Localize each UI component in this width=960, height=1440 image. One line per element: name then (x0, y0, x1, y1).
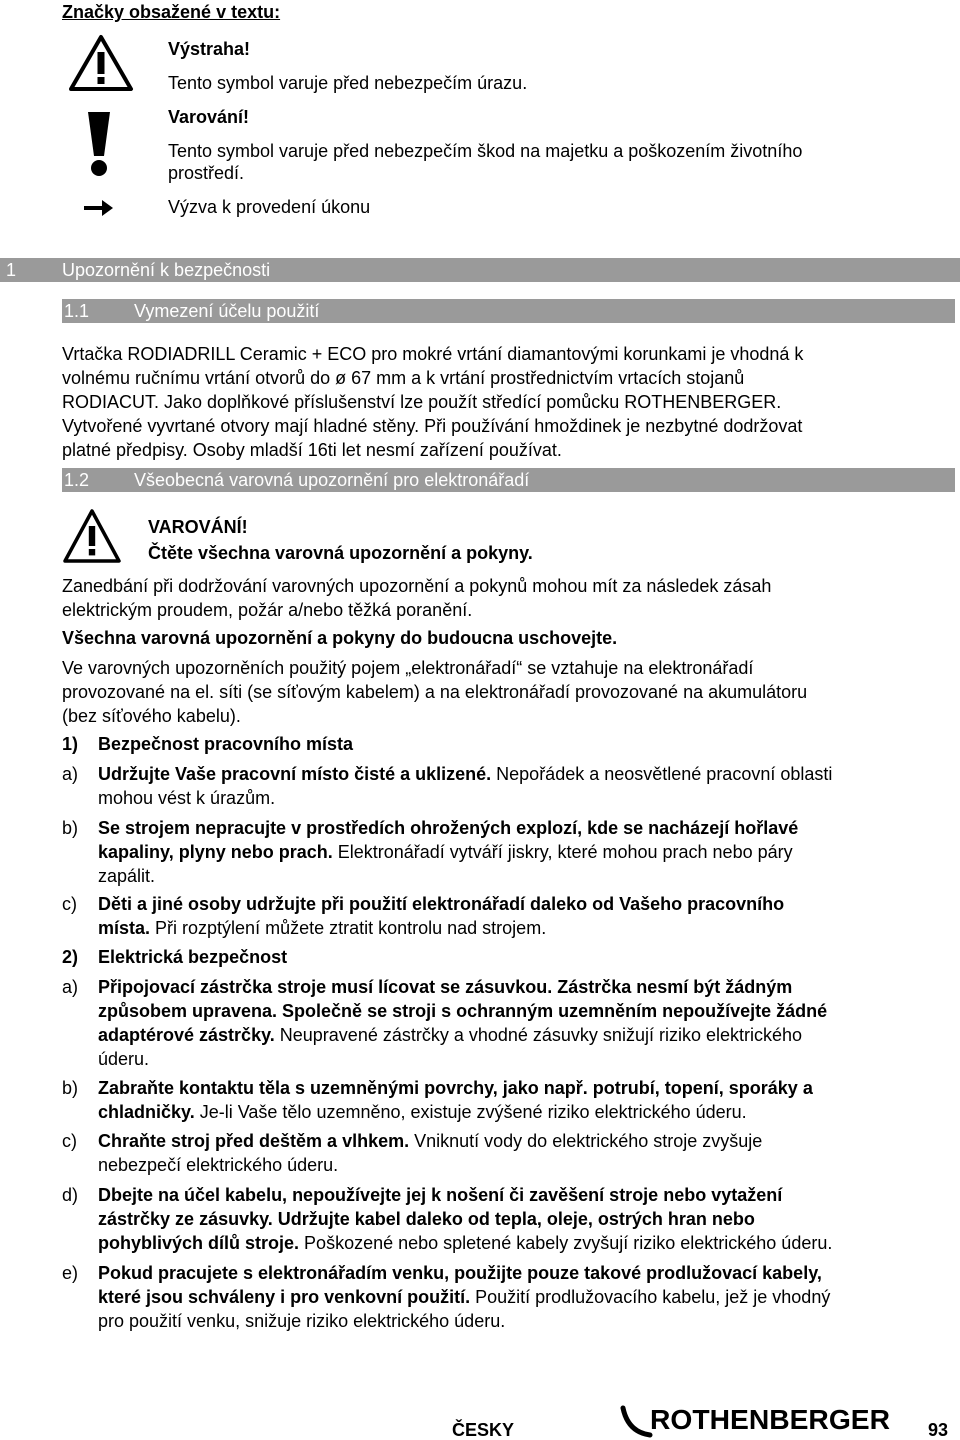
text-line: (bez síťového kabelu). (62, 706, 241, 726)
item-label: c) (62, 1131, 77, 1151)
section-1-2-bar (62, 468, 955, 492)
section-label: 1) (62, 734, 79, 754)
caution-text-2: prostředí. (168, 163, 245, 183)
list-item (62, 975, 942, 1071)
text-line: Vrtačka RODIADRILL Ceramic + ECO pro mokré vrtání diamantovými korunkami je vhodná k (62, 344, 804, 364)
item-text: Je-li Vaše tělo uzemněno, existuje zvýšené riziko elektrického úderu. (194, 1102, 747, 1122)
text-line: elektrickým proudem, požár a/nebo těžká poranění. (62, 600, 473, 620)
item-bold-text: Se strojem nepracujte v prostředích ohrožených explozí, kde se nacházejí hořlavé (98, 818, 799, 838)
item-text: Nepořádek a neosvětlené pracovní oblasti (491, 764, 833, 784)
item-label: d) (62, 1185, 79, 1205)
item-bold-text: místa. (98, 918, 151, 938)
section-1-1-number: 1.1 (64, 301, 90, 321)
item-bold-text: pohyblivých dílů stroje. (98, 1233, 300, 1253)
item-text: Neupravené zástrčky a vhodné zásuvky snižují riziko elektrického (274, 1025, 803, 1045)
footer-language: ČESKY (452, 1420, 515, 1440)
item-bold-text: Chraňte stroj před deštěm a vlhkem. (98, 1131, 410, 1151)
item-text: mohou vést k úrazům. (98, 788, 276, 808)
item-text: Použití prodlužovacího kabelu, jež je vhodný (470, 1287, 831, 1307)
text-line: platné předpisy. Osoby mladší 16ti let nesmí zařízení používat. (62, 440, 562, 460)
item-bold-text: Děti a jiné osoby udržujte při použití elektronářadí daleko od Vašeho pracovního (98, 894, 785, 914)
arrow-right-icon (84, 198, 114, 218)
item-text: nebezpečí elektrického úderu. (98, 1155, 339, 1175)
list-item (62, 816, 942, 888)
item-text: Poškozené nebo spletené kabely zvyšují riziko elektrického úderu. (299, 1233, 833, 1253)
item-text: Elektronářadí vytváří jiskry, které mohou prach nebo páry (332, 842, 793, 862)
item-label: b) (62, 1078, 79, 1098)
section-label: 2) (62, 947, 79, 967)
text-line: Zanedbání při dodržování varovných upozornění a pokynů mohou mít za následek zásah (62, 576, 772, 596)
warning-title: Výstraha! (168, 39, 251, 59)
list-item (62, 1261, 942, 1333)
warning-subheading: Čtěte všechna varovná upozornění a pokyny. (148, 543, 533, 563)
item-bold-text: chladničky. (98, 1102, 195, 1122)
item-bold-text: Dbejte na účel kabelu, nepoužívejte jej k nošení či zavěšení stroje nebo vytažení (98, 1185, 783, 1205)
warning-paragraph-1 (62, 574, 942, 622)
warning-paragraph-3 (62, 656, 942, 728)
item-label: a) (62, 764, 79, 784)
list-item (62, 762, 942, 810)
item-text: úderu. (98, 1049, 150, 1069)
item-text: pro použití venku, snižuje riziko elektrického úderu. (98, 1311, 506, 1331)
section-title: Elektrická bezpečnost (98, 947, 288, 967)
item-text: Vniknutí vody do elektrického stroje zvyšuje (409, 1131, 763, 1151)
list-item (62, 1129, 942, 1177)
rothenberger-logo (620, 1402, 895, 1438)
section-1-bar (0, 258, 960, 282)
item-bold-text: adaptérové zástrčky. (98, 1025, 275, 1045)
work-area-safety-heading (62, 732, 353, 756)
section-1-2-title: Všeobecná varovná upozornění pro elektronářadí (134, 470, 530, 490)
item-bold-text: Udržujte Vaše pracovní místo čisté a uklizené. (98, 764, 492, 784)
item-text: Při rozptýlení můžete ztratit kontrolu nad strojem. (150, 918, 547, 938)
page-number: 93 (928, 1420, 949, 1440)
logo-wordmark: ROTHENBERGER (650, 1404, 890, 1435)
section-title: Bezpečnost pracovního místa (98, 734, 354, 754)
text-line: Vytvořené vyvrtané otvory mají hladné stěny. Při používání hmoždinek je nezbytné dodržovat (62, 416, 803, 436)
item-label: a) (62, 977, 79, 997)
item-bold-text: Pokud pracujete s elektronářadím venku, použijte pouze takové prodlužovací kabely, (98, 1263, 822, 1283)
warning-heading: VAROVÁNÍ! (148, 517, 248, 537)
list-item (62, 892, 942, 940)
warning-text: Tento symbol varuje před nebezpečím úrazu. (168, 73, 528, 93)
item-bold-text: Připojovací zástrčka stroje musí lícovat se zásuvkou. Zástrčka nesmí být žádným (98, 977, 793, 997)
item-bold-text: kapaliny, plyny nebo prach. (98, 842, 333, 862)
item-label: e) (62, 1263, 79, 1283)
section-1-1-bar (62, 299, 955, 323)
item-label: c) (62, 894, 77, 914)
text-line: Ve varovných upozorněních použitý pojem „elektronářadí“ se vztahuje na elektronářadí (62, 658, 754, 678)
section-1-2-number: 1.2 (64, 470, 90, 490)
warning-triangle-icon (68, 34, 134, 92)
text-line: provozované na el. síti (se síťovým kabelem) a na elektronářadí provozované na akumulátoru (62, 682, 808, 702)
action-text: Výzva k provedení úkonu (168, 197, 371, 217)
warning-triangle-icon (62, 508, 122, 564)
list-item (62, 1076, 942, 1124)
section-1-title: Upozornění k bezpečnosti (62, 260, 271, 280)
item-bold-text: zástrčky ze zásuvky. Udržujte kabel daleko od tepla, oleje, ostrých hran nebo (98, 1209, 755, 1229)
item-bold-text: způsobem upravena. Společně se stroji s ochranným uzemněním nepoužívejte žádné (98, 1001, 828, 1021)
caution-text-1: Tento symbol varuje před nebezpečím škod na majetku a poškozením životního (168, 141, 803, 161)
intended-use-paragraph (62, 342, 942, 462)
list-item (62, 1183, 942, 1255)
item-text: zapálit. (98, 866, 156, 886)
item-label: b) (62, 818, 79, 838)
text-line: volnému ručnímu vrtání otvorů do ø 67 mm a k vrtání prostřednictvím vrtacích stojanů (62, 368, 745, 388)
item-bold-text: které jsou schváleny i pro venkovní použití. (98, 1287, 471, 1307)
caution-title: Varování! (168, 107, 250, 127)
symbols-heading: Značky obsažené v textu: (62, 2, 281, 22)
section-1-number: 1 (6, 260, 17, 280)
section-1-1-title: Vymezení účelu použití (134, 301, 320, 321)
item-bold-text: Zabraňte kontaktu těla s uzemněnými povrchy, jako např. potrubí, topení, sporáky a (98, 1078, 813, 1098)
electrical-safety-heading (62, 945, 287, 969)
text-line: RODIACUT. Jako doplňkové příslušenství lze použít středící pomůcku ROTHENBERGER. (62, 392, 782, 412)
exclamation-icon (84, 112, 114, 178)
keep-instructions-line: Všechna varovná upozornění a pokyny do budoucna uschovejte. (62, 628, 618, 648)
